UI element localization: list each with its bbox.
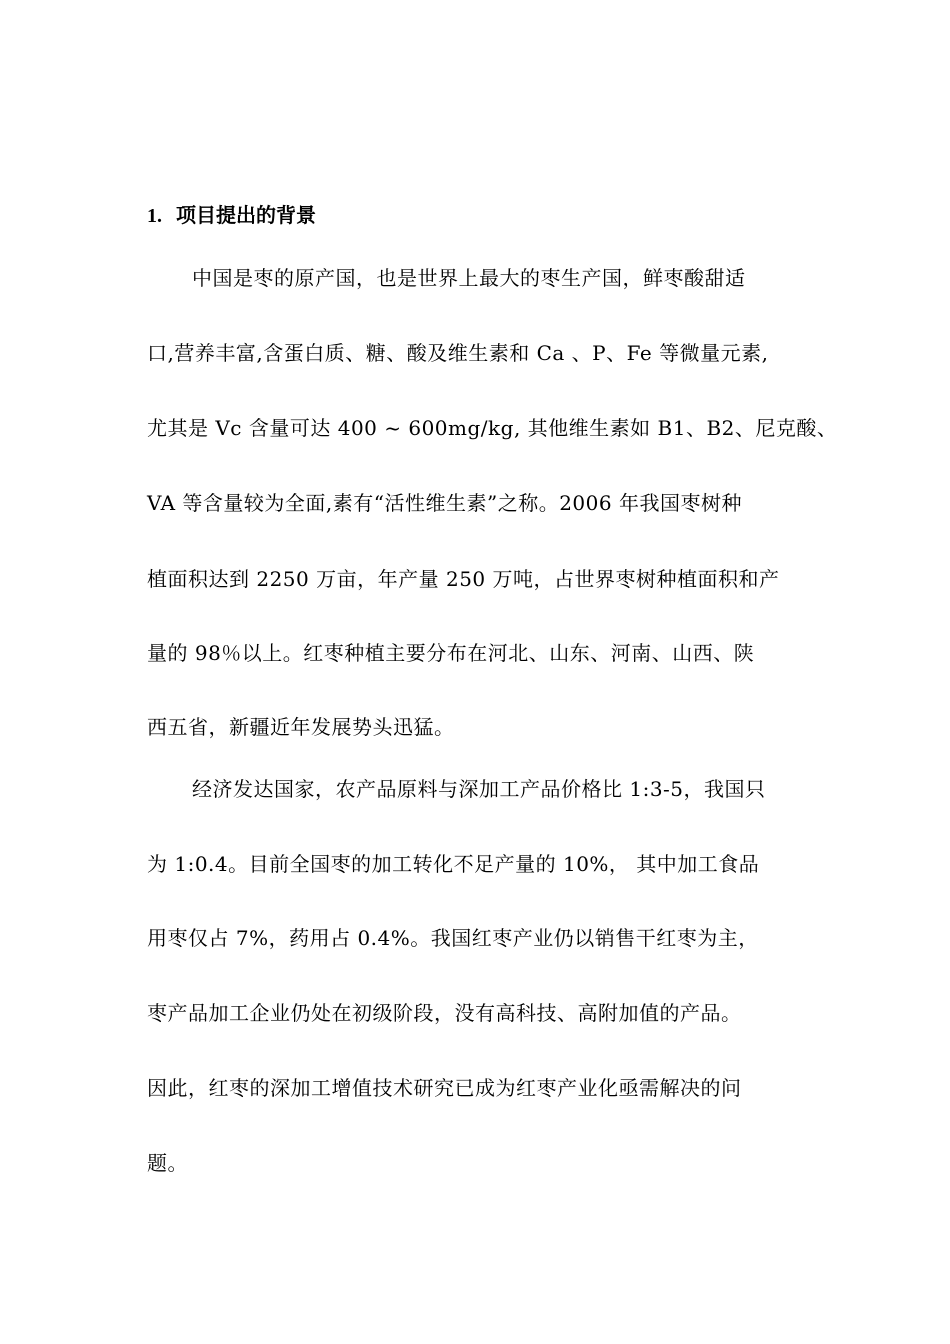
- paragraph-1-line-2: 口,营养丰富,含蛋白质、糖、酸及维生素和 Ca 、P、Fe 等微量元素,: [147, 341, 769, 365]
- paragraph-2-line-5: 因此，红枣的深加工增值技术研究已成为红枣产业化亟需解决的问: [147, 1076, 742, 1100]
- paragraph-1-line-5: 植面积达到 2250 万亩，年产量 250 万吨，占世界枣树种植面积和产: [147, 567, 780, 591]
- paragraph-2-line-3: 用枣仅占 7%，药用占 0.4%。我国红枣产业仍以销售干红枣为主，: [147, 926, 759, 950]
- section-number: 1.: [147, 205, 162, 227]
- paragraph-1-line-6: 量的 98％以上。红枣种植主要分布在河北、山东、河南、山西、陕: [147, 641, 755, 665]
- paragraph-1-line-4: VA 等含量较为全面,素有“活性维生素”之称。2006 年我国枣树种: [147, 491, 742, 515]
- paragraph-2-line-6: 题。: [147, 1151, 188, 1175]
- paragraph-1-line-3: 尤其是 Vc 含量可达 400 ~ 600mg/kg, 其他维生素如 B1、B2、尼克酸、: [147, 416, 838, 440]
- paragraph-1-line-1: 中国是枣的原产国，也是世界上最大的枣生产国，鲜枣酸甜适: [192, 266, 746, 290]
- paragraph-2-line-2: 为 1:0.4。目前全国枣的加工转化不足产量的 10%， 其中加工食品: [147, 852, 760, 876]
- paragraph-1-line-7: 西五省，新疆近年发展势头迅猛。: [147, 715, 455, 739]
- paragraph-2-line-1: 经济发达国家，农产品原料与深加工产品价格比 1:3-5，我国只: [192, 777, 766, 801]
- section-heading: [147, 200, 316, 231]
- paragraph-2-line-4: 枣产品加工企业仍处在初级阶段，没有高科技、高附加值的产品。: [147, 1001, 742, 1025]
- section-title: 项目提出的背景: [176, 203, 316, 227]
